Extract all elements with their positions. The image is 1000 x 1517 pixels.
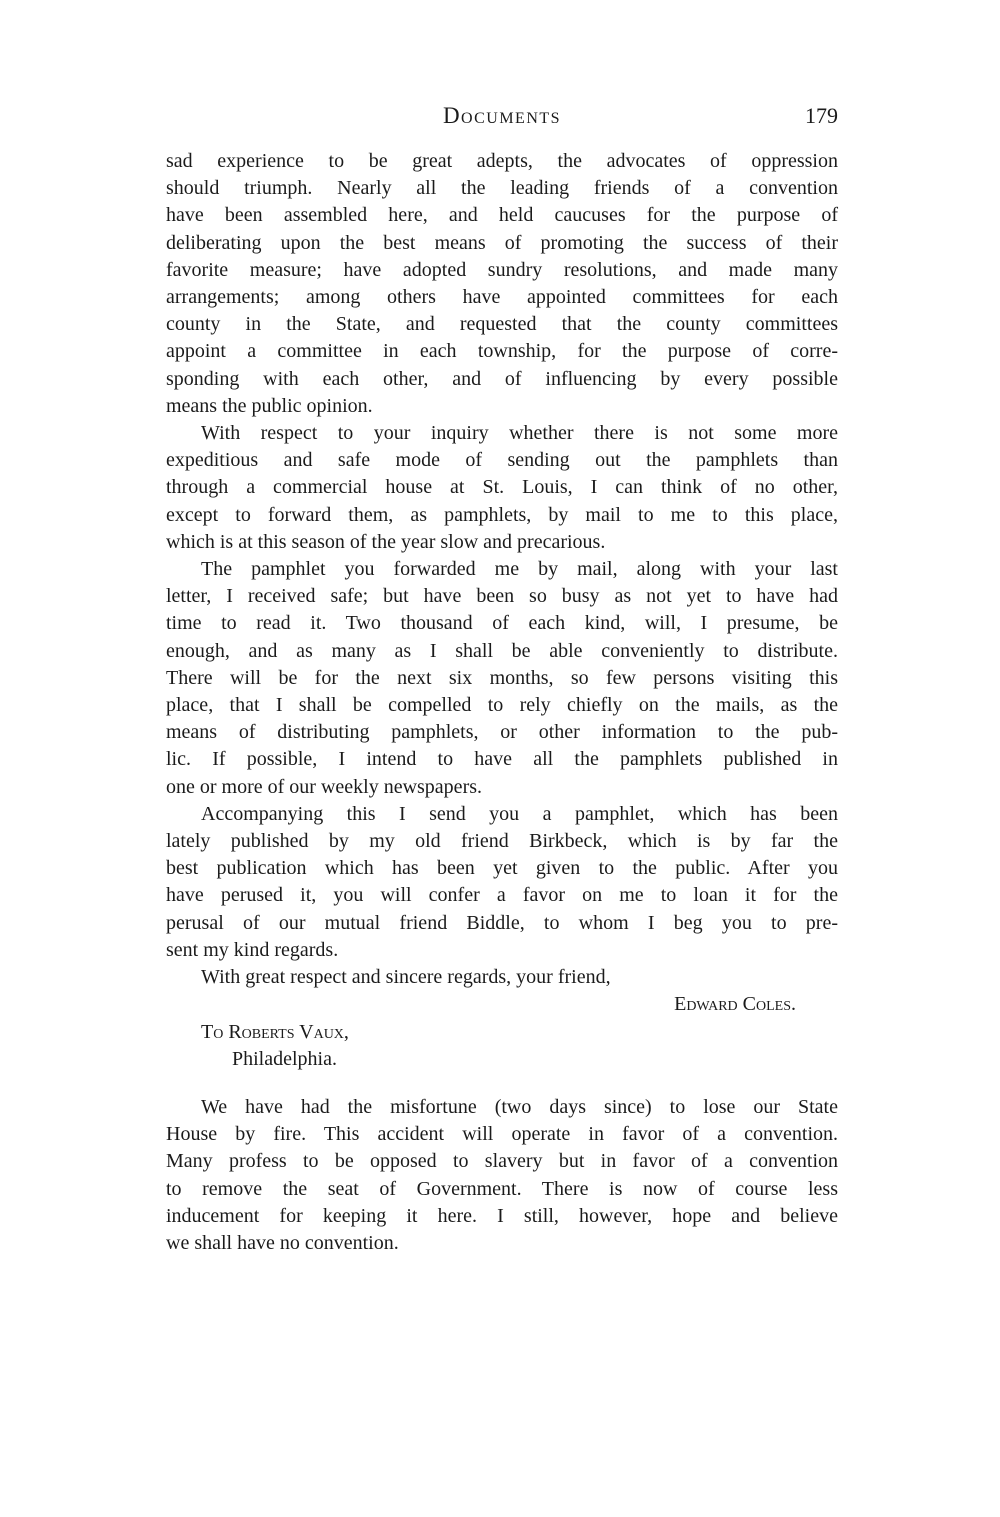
letter-body — [166, 148, 838, 1257]
text-line: we shall have no convention. — [166, 1231, 399, 1254]
text-line: perusal of our mutual friend Biddle, to whom I beg you to pre- — [166, 911, 838, 934]
text-line: enough, and as many as I shall be able conveniently to distribute. — [166, 639, 838, 662]
paragraph — [166, 556, 838, 801]
text-line: inducement for keeping it here. I still, however, hope and believe — [166, 1204, 838, 1227]
text-line: except to forward them, as pamphlets, by mail to me to this place, — [166, 503, 838, 526]
text-line: Many profess to be opposed to slavery but in favor of a convention — [166, 1150, 838, 1173]
text-line: place, that I shall be compelled to rely chiefly on the mails, as the — [166, 694, 838, 717]
page-header — [166, 103, 838, 131]
text-line: through a commercial house at St. Louis, I can think of no other, — [166, 476, 838, 499]
text-line: favorite measure; have adopted sundry resolutions, and made many — [166, 258, 838, 281]
text-line: have perused it, you will confer a favor on me to loan it for the — [166, 884, 838, 907]
text-line: deliberating upon the best means of promoting the success of their — [166, 231, 838, 254]
postscript-paragraph — [166, 1094, 838, 1257]
text-line: to remove the seat of Government. There is now of course less — [166, 1177, 838, 1200]
text-line: should triumph. Nearly all the leading friends of a convention — [166, 177, 838, 200]
signature-name: Edward Coles. — [674, 993, 796, 1016]
text-line: The pamphlet you forwarded me by mail, along with your last — [201, 558, 838, 581]
text-line: Accompanying this I send you a pamphlet, which has been — [201, 802, 838, 825]
text-line: letter, I received safe; but have been so busy as not yet to have had — [166, 585, 838, 608]
paragraph — [166, 148, 838, 420]
paragraph — [166, 420, 838, 556]
text-line: sad experience to be great adepts, the advocates of oppression — [166, 150, 838, 172]
text-line: expeditious and safe mode of sending out the pamphlets than — [166, 449, 838, 472]
text-line: With respect to your inquiry whether there is not some more — [201, 422, 838, 445]
text-line: lic. If possible, I intend to have all the pamphlets published in — [166, 748, 838, 771]
paragraph — [166, 801, 838, 964]
text-line: one or more of our weekly newspapers. — [166, 775, 483, 798]
text-line: House by fire. This accident will operate in favor of a convention. — [166, 1123, 838, 1146]
text-line: county in the State, and requested that the county committees — [166, 313, 838, 336]
text-line: time to read it. Two thousand of each kind, will, I presume, be — [166, 612, 838, 635]
text-line: arrangements; among others have appointed committees for each — [166, 286, 838, 309]
addressee-line: To Roberts Vaux, — [201, 1020, 349, 1043]
text-line: There will be for the next six months, so few persons visiting this — [166, 666, 838, 689]
text-line: We have had the misfortune (two days since) to lose our State — [201, 1095, 838, 1118]
text-line: lately published by my old friend Birkbeck, which is by far the — [166, 830, 838, 853]
running-head-title: Documents — [442, 103, 562, 128]
page-number: 179 — [805, 103, 838, 128]
valediction-line: With great respect and sincere regards, your friend, — [201, 966, 611, 989]
text-line: have been assembled here, and held caucuses for the purpose of — [166, 204, 838, 227]
text-line: which is at this season of the year slow and precarious. — [166, 530, 606, 553]
address-place-line: Philadelphia. — [232, 1047, 337, 1070]
text-line: means of distributing pamphlets, or other information to the pub- — [166, 721, 838, 744]
text-line: appoint a committee in each township, for the purpose of corre- — [166, 340, 838, 363]
text-line: sponding with each other, and of influencing by every possible — [166, 367, 838, 390]
text-line: best publication which has been yet given to the public. After you — [166, 857, 838, 880]
text-line: means the public opinion. — [166, 394, 373, 417]
text-line: sent my kind regards. — [166, 938, 339, 961]
